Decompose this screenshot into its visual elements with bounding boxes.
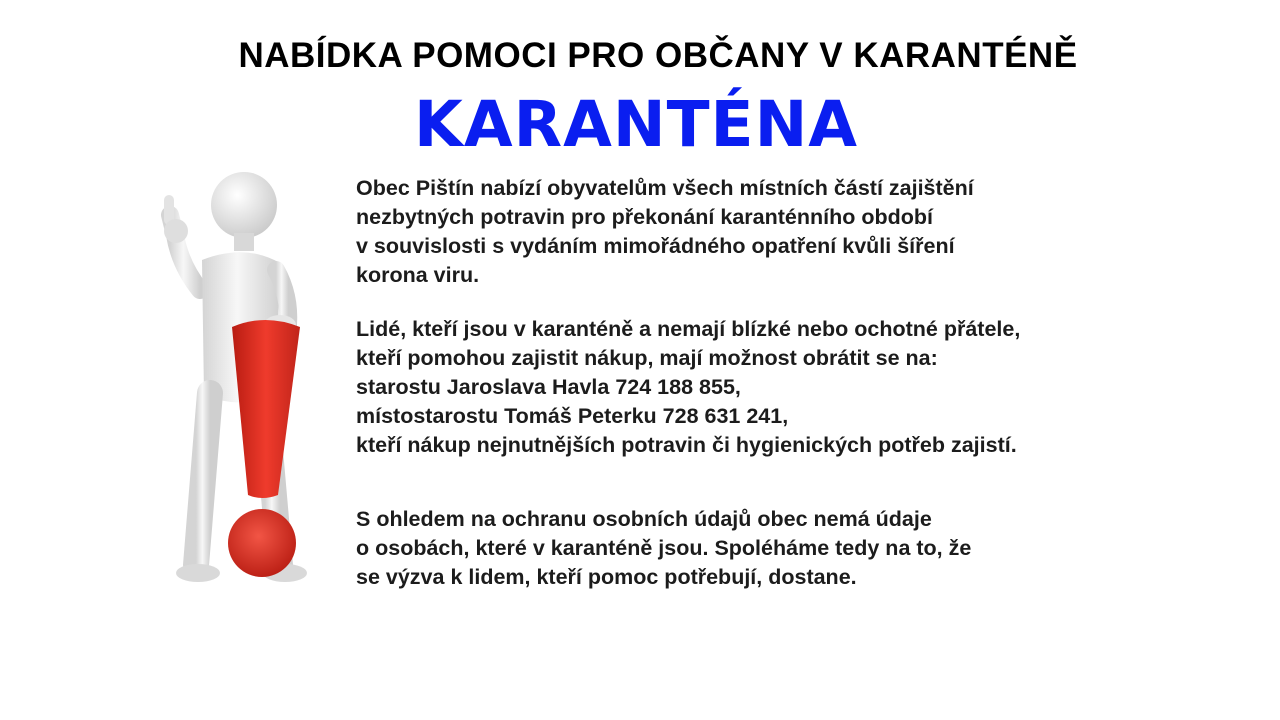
paragraph-line: nezbytných potravin pro překonání karanténního období bbox=[356, 205, 933, 229]
paragraph-line: se výzva k lidem, kteří pomoc potřebují, dostane. bbox=[356, 565, 857, 589]
page-title: NABÍDKA POMOCI PRO OBČANY V KARANTÉNĚ bbox=[238, 36, 1078, 75]
paragraph-line: Lidé, kteří jsou v karanténě a nemají blízké nebo ochotné přátele, bbox=[356, 317, 1021, 341]
contact-mayor: starostu Jaroslava Havla 724 188 855, bbox=[356, 375, 741, 399]
quarantine-banner: KARANTÉNA bbox=[414, 88, 859, 161]
paragraph-privacy bbox=[356, 505, 971, 592]
paragraph-line: Obec Pištín nabízí obyvatelům všech místních částí zajištění bbox=[356, 176, 974, 200]
paragraph-line: korona viru. bbox=[356, 263, 480, 287]
paragraph-line: v souvislosti s vydáním mimořádného opatření kvůli šíření bbox=[356, 234, 955, 258]
paragraph-offer bbox=[356, 174, 974, 290]
figure-with-exclamation-illustration bbox=[140, 165, 330, 595]
paragraph-contacts bbox=[356, 315, 1020, 460]
paragraph-line: S ohledem na ochranu osobních údajů obec nemá údaje bbox=[356, 507, 932, 531]
paragraph-line: o osobách, které v karanténě jsou. Spoléháme tedy na to, že bbox=[356, 536, 972, 560]
paragraph-line: kteří nákup nejnutnějších potravin či hygienických potřeb zajistí. bbox=[356, 433, 1017, 457]
paragraph-line: kteří pomohou zajistit nákup, mají možnost obrátit se na: bbox=[356, 346, 938, 370]
contact-deputy-mayor: místostarostu Tomáš Peterku 728 631 241, bbox=[356, 404, 789, 428]
